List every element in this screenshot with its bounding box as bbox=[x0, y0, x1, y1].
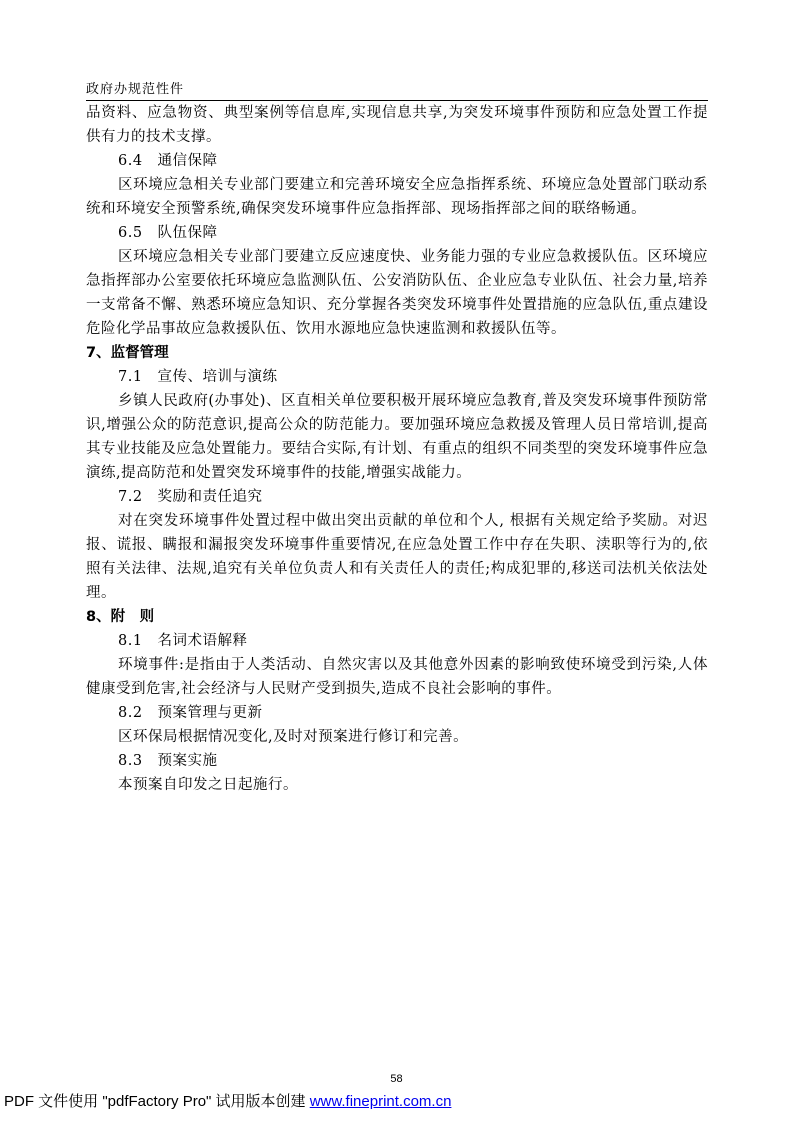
subsection-heading: 7.2 奖励和责任追究 bbox=[118, 489, 263, 505]
paragraph: 品资料、应急物资、典型案例等信息库,实现信息共享,为突发环境事件预防和应急处置工作提供有力的技术支撑。 bbox=[86, 105, 708, 145]
subsection-heading: 6.4 通信保障 bbox=[118, 153, 218, 169]
page-number: 58 bbox=[390, 1073, 403, 1085]
subsection-heading: 8.3 预案实施 bbox=[118, 753, 218, 769]
document-body bbox=[86, 101, 708, 797]
subsection-heading: 7.1 宣传、培训与演练 bbox=[118, 369, 278, 385]
paragraph: 区环境应急相关专业部门要建立和完善环境安全应急指挥系统、环境应急处置部门联动系统和环境安全预警系统,确保突发环境事件应急指挥部、现场指挥部之间的联络畅通。 bbox=[86, 177, 708, 217]
section-heading: 7、监督管理 bbox=[86, 345, 169, 361]
paragraph: 对在突发环境事件处置过程中做出突出贡献的单位和个人, 根据有关规定给予奖励。对迟报、谎报、瞒报和漏报突发环境事件重要情况,在应急处置工作中存在失职、渎职等行为的,依照有关法律、法规,追究有关单位负责人和有关责任人的责任;构成犯罪的,移送司法机关依法处理。 bbox=[86, 513, 708, 601]
paragraph: 环境事件:是指由于人类活动、自然灾害以及其他意外因素的影响致使环境受到污染,人体健康受到危害,社会经济与人民财产受到损失,造成不良社会影响的事件。 bbox=[86, 657, 708, 697]
paragraph: 区环境应急相关专业部门要建立反应速度快、业务能力强的专业应急救援队伍。区环境应急指挥部办公室要依托环境应急监测队伍、公安消防队伍、企业应急专业队伍、社会力量,培养一支常备不懈、熟悉环境应急知识、充分掌握各类突发环境事件处置措施的应急队伍,重点建设危险化学品事故应急救援队伍、饮用水源地应急快速监测和救援队伍等。 bbox=[86, 249, 708, 337]
subsection-heading: 8.1 名词术语解释 bbox=[118, 633, 248, 649]
footer-text: PDF 文件使用 "pdfFactory Pro" 试用版本创建 bbox=[4, 1093, 310, 1110]
section-heading: 8、附 则 bbox=[86, 609, 155, 625]
subsection-heading: 8.2 预案管理与更新 bbox=[118, 705, 263, 721]
pdf-footer bbox=[4, 1090, 451, 1111]
header-title: 政府办规范性件 bbox=[86, 82, 185, 97]
paragraph: 乡镇人民政府(办事处)、区直相关单位要积极开展环境应急教育,普及突发环境事件预防常识,增强公众的防范意识,提高公众的防范能力。要加强环境应急救援及管理人员日常培训,提高其专业技能及应急处置能力。要结合实际,有计划、有重点的组织不同类型的突发环境事件应急演练,提高防范和处置突发环境事件的技能,增强实战能力。 bbox=[86, 393, 708, 481]
footer-link[interactable]: www.fineprint.com.cn bbox=[309, 1093, 452, 1110]
subsection-heading: 6.5 队伍保障 bbox=[118, 225, 218, 241]
page-header bbox=[86, 76, 708, 101]
paragraph: 本预案自印发之日起施行。 bbox=[118, 777, 298, 793]
paragraph: 区环保局根据情况变化,及时对预案进行修订和完善。 bbox=[118, 729, 469, 745]
